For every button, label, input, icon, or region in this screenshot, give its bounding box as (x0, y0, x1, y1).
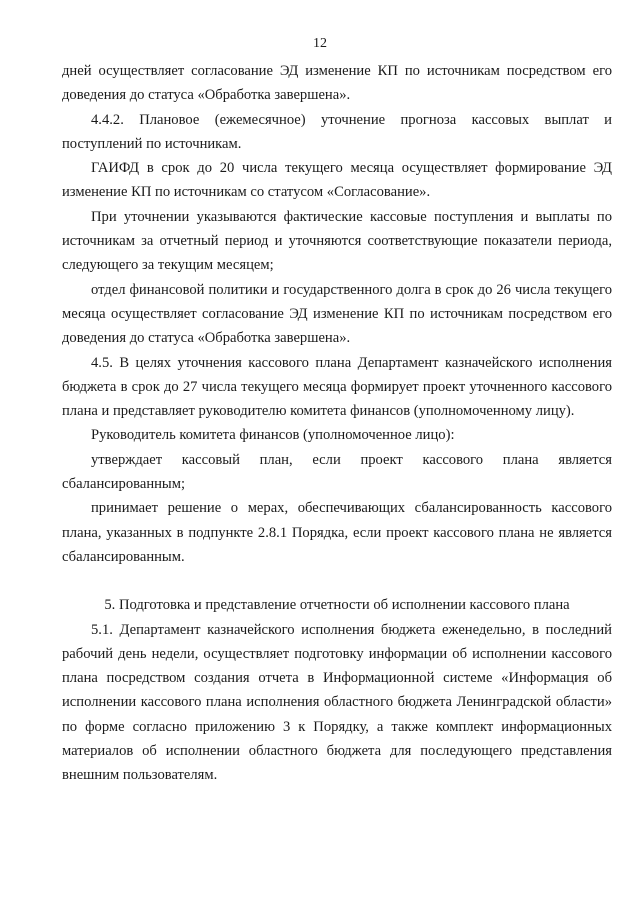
section-spacer (62, 569, 612, 593)
paragraph-decides: принимает решение о мерах, обеспечивающих сбалансированность кассового плана, указанных в подпункте 2.8.1 Порядка, если проект кассового плана не является сбалансированным. (62, 500, 612, 565)
paragraph-4-5: 4.5. В целях уточнения кассового плана Департамент казначейского исполнения бюджета в срок до 27 числа текущего месяца формирует проект уточненного кассового плана и представляет руководителю комитета финансов (уполномоченному лицу). (62, 354, 612, 420)
paragraph-4-4-2: 4.4.2. Плановое (ежемесячное) уточнение прогноза кассовых выплат и поступлений по источникам. (62, 111, 612, 152)
paragraph-approves: утверждает кассовый план, если проект кассового плана является сбалансированным; (62, 451, 612, 493)
paragraph-clarification: При уточнении указываются фактические кассовые поступления и выплаты по источникам за отчетный период и уточняются соответствующие показатели периода, следующего за текущим месяцем; (62, 208, 612, 274)
section-heading: 5. Подготовка и представление отчетности об исполнении кассового плана (104, 597, 570, 614)
page-number: 12 (313, 36, 327, 51)
paragraph-head-of-committee: Руководитель комитета финансов (уполномоченное лицо): (91, 427, 455, 444)
paragraph-continuation: дней осуществляет согласование ЭД изменение КП по источникам посредством его доведения до статуса «Обработка завершена». (62, 63, 612, 104)
paragraph-gaifd: ГАИФД в срок до 20 числа текущего месяца осуществляет формирование ЭД изменение КП по источникам со статусом «Согласование». (62, 160, 612, 201)
paragraph-debt-department: отдел финансовой политики и государственного долга в срок до 26 числа текущего месяца осуществляет согласование ЭД изменение КП по источникам посредством его доведения до статуса «Обработка завершена». (62, 281, 612, 347)
paragraph-5-1: 5.1. Департамент казначейского исполнения бюджета еженедельно, в последний рабочий день недели, осуществляет подготовку информации об исполнении кассового плана посредством создания отчета в Информационной системе «Информация об исполнении кассового плана исполнения областного бюджета Ленинградской области» по форме согласно приложению 3 к Порядку, а также комплект информационных материалов об исполнении областного бюджета для последующего представления внешним пользователям. (62, 621, 612, 784)
document-body (62, 59, 612, 788)
